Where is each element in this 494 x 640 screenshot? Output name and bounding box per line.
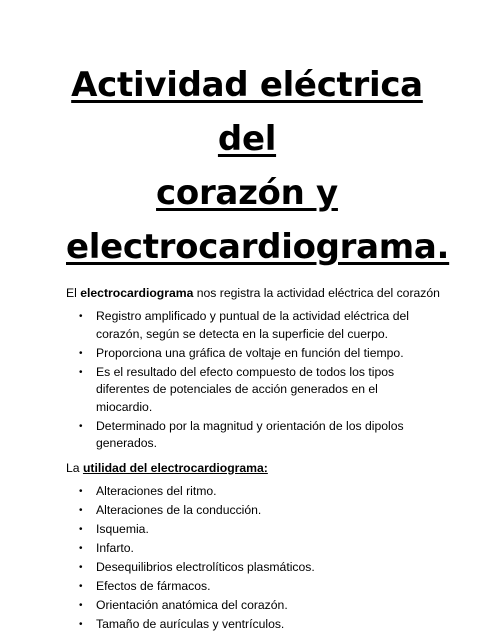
bullet-icon: • (79, 347, 83, 359)
title-line-2: corazón y (156, 173, 338, 213)
list-item: • Es el resultado del efecto compuesto de todos los tipos diferentes de potenciales de acción generados en el miocardio. (79, 364, 395, 414)
bullet-icon: • (79, 599, 83, 611)
bullet-icon: • (79, 561, 83, 573)
title-line-1: Actividad eléctrica del (71, 65, 423, 159)
list-item: • Alteraciones de la conducción. (66, 502, 428, 520)
list-item: • Infarto. (66, 540, 428, 558)
list-item: • Orientación anatómica del corazón. (66, 597, 428, 615)
intro-paragraph (66, 284, 440, 302)
list-item: • Proporciona una gráfica de voltaje en función del tiempo. (66, 345, 428, 363)
bullet-icon: • (79, 523, 83, 535)
bullet-icon: • (79, 311, 83, 322)
intro-bold-term: electrocardiograma (80, 286, 194, 300)
list-item: • Determinado por la magnitud y orientación de los dipolos generados. (79, 418, 404, 450)
utility-prefix: La (66, 460, 83, 475)
utility-heading-text: utilidad del electrocardiograma: (82, 460, 268, 475)
list-item: • Isquemia. (66, 521, 428, 539)
bullet-icon: • (79, 420, 83, 432)
utility-list (66, 483, 428, 634)
bullet-icon: • (79, 618, 83, 630)
bullet-icon: • (79, 366, 83, 378)
list-item: • Registro amplificado y puntual de la actividad eléctrica del corazón, según se detecta en la superficie del cuerpo. (79, 309, 409, 341)
bullet-icon: • (79, 542, 83, 554)
intro-suffix: nos registra la actividad eléctrica del corazón (193, 286, 440, 300)
list-item: • Alteraciones del ritmo. (66, 483, 428, 501)
definition-list (66, 308, 428, 453)
intro-prefix: El (66, 286, 81, 300)
page-title (66, 58, 450, 274)
list-item: • Desequilibrios electrolíticos plasmáticos. (66, 559, 428, 577)
list-item: • Tamaño de aurículas y ventrículos. (66, 616, 428, 634)
bullet-icon: • (79, 580, 83, 592)
title-line-3: electrocardiograma. (66, 227, 450, 267)
list-item: • Efectos de fármacos. (66, 578, 428, 596)
bullet-icon: • (79, 485, 83, 497)
bullet-icon: • (79, 504, 83, 516)
utility-heading (66, 459, 428, 477)
